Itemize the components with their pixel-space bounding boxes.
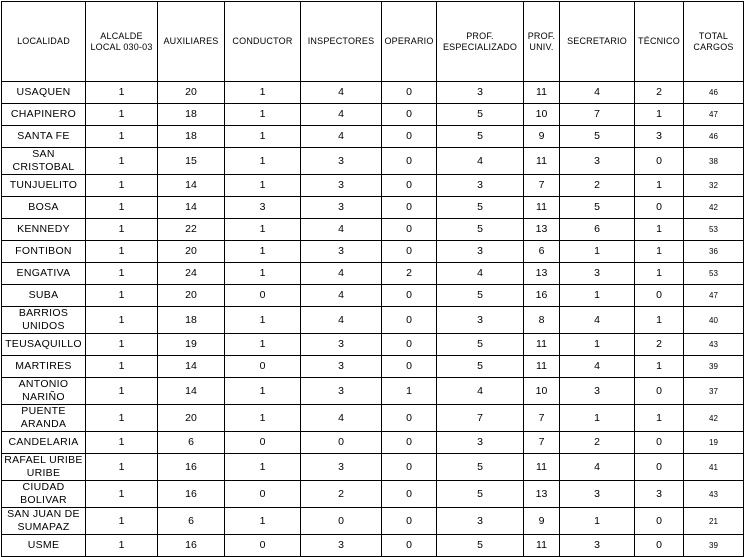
cell-prof-univ: 13 <box>524 481 560 508</box>
cell-operario: 0 <box>382 508 437 535</box>
cell-prof-especializado: 5 <box>437 454 524 481</box>
cell-operario: 0 <box>382 432 437 454</box>
cell-alcalde: 1 <box>86 454 158 481</box>
cell-prof-especializado: 4 <box>437 378 524 405</box>
cell-auxiliares: 20 <box>158 82 225 104</box>
cell-operario: 2 <box>382 263 437 285</box>
cell-auxiliares: 6 <box>158 508 225 535</box>
cell-alcalde: 1 <box>86 197 158 219</box>
cell-auxiliares: 18 <box>158 104 225 126</box>
cell-prof-univ: 13 <box>524 219 560 241</box>
cell-prof-univ: 10 <box>524 104 560 126</box>
cell-alcalde: 1 <box>86 285 158 307</box>
cell-prof-univ: 13 <box>524 263 560 285</box>
cell-prof-especializado: 5 <box>437 481 524 508</box>
cell-conductor: 0 <box>225 356 301 378</box>
cell-prof-especializado: 5 <box>437 535 524 557</box>
table-body <box>2 82 744 557</box>
cell-prof-univ: 10 <box>524 378 560 405</box>
cell-localidad: USME <box>2 535 86 557</box>
cell-conductor: 0 <box>225 481 301 508</box>
cell-alcalde: 1 <box>86 219 158 241</box>
cell-localidad: SAN JUAN DE SUMAPAZ <box>2 508 86 535</box>
table-row <box>2 104 744 126</box>
cell-conductor: 1 <box>225 405 301 432</box>
table-row <box>2 307 744 334</box>
cell-alcalde: 1 <box>86 378 158 405</box>
cell-localidad: ENGATIVA <box>2 263 86 285</box>
cell-conductor: 0 <box>225 285 301 307</box>
cell-auxiliares: 16 <box>158 454 225 481</box>
cell-prof-univ: 11 <box>524 454 560 481</box>
cell-tecnico: 0 <box>635 148 684 175</box>
cell-inspectores: 4 <box>301 307 382 334</box>
cell-alcalde: 1 <box>86 432 158 454</box>
header-tecnico: TÉCNICO <box>635 2 684 82</box>
cell-operario: 0 <box>382 175 437 197</box>
cell-prof-especializado: 3 <box>437 432 524 454</box>
cell-prof-especializado: 5 <box>437 219 524 241</box>
cell-secretario: 1 <box>560 334 635 356</box>
cell-localidad: BARRIOS UNIDOS <box>2 307 86 334</box>
cell-auxiliares: 20 <box>158 241 225 263</box>
cell-alcalde: 1 <box>86 334 158 356</box>
cell-conductor: 1 <box>225 219 301 241</box>
cell-inspectores: 3 <box>301 241 382 263</box>
cell-tecnico: 3 <box>635 126 684 148</box>
cell-alcalde: 1 <box>86 148 158 175</box>
cell-inspectores: 0 <box>301 508 382 535</box>
cell-secretario: 3 <box>560 535 635 557</box>
cell-total-cargos: 47 <box>684 104 744 126</box>
cell-operario: 0 <box>382 334 437 356</box>
table-row <box>2 219 744 241</box>
cell-conductor: 1 <box>225 378 301 405</box>
cell-prof-univ: 7 <box>524 405 560 432</box>
cell-prof-especializado: 3 <box>437 307 524 334</box>
cell-secretario: 6 <box>560 219 635 241</box>
cell-localidad: SANTA FE <box>2 126 86 148</box>
cell-conductor: 1 <box>225 307 301 334</box>
cell-prof-univ: 11 <box>524 197 560 219</box>
staff-table <box>1 1 744 557</box>
cell-prof-univ: 11 <box>524 356 560 378</box>
cell-total-cargos: 39 <box>684 356 744 378</box>
cell-prof-especializado: 3 <box>437 508 524 535</box>
cell-localidad: FONTIBON <box>2 241 86 263</box>
cell-inspectores: 4 <box>301 285 382 307</box>
cell-tecnico: 0 <box>635 454 684 481</box>
cell-secretario: 2 <box>560 175 635 197</box>
cell-conductor: 1 <box>225 263 301 285</box>
table-row <box>2 334 744 356</box>
cell-prof-univ: 11 <box>524 334 560 356</box>
cell-prof-especializado: 5 <box>437 334 524 356</box>
cell-auxiliares: 15 <box>158 148 225 175</box>
cell-auxiliares: 14 <box>158 356 225 378</box>
cell-operario: 0 <box>382 104 437 126</box>
cell-localidad: KENNEDY <box>2 219 86 241</box>
cell-conductor: 1 <box>225 334 301 356</box>
cell-prof-especializado: 5 <box>437 126 524 148</box>
table-row <box>2 454 744 481</box>
cell-localidad: RAFAEL URIBE URIBE <box>2 454 86 481</box>
cell-total-cargos: 21 <box>684 508 744 535</box>
cell-operario: 0 <box>382 126 437 148</box>
cell-alcalde: 1 <box>86 356 158 378</box>
cell-auxiliares: 16 <box>158 535 225 557</box>
cell-total-cargos: 46 <box>684 82 744 104</box>
cell-total-cargos: 46 <box>684 126 744 148</box>
cell-prof-univ: 7 <box>524 175 560 197</box>
cell-prof-especializado: 4 <box>437 263 524 285</box>
header-inspectores: INSPECTORES <box>301 2 382 82</box>
cell-auxiliares: 24 <box>158 263 225 285</box>
cell-inspectores: 3 <box>301 334 382 356</box>
cell-tecnico: 1 <box>635 307 684 334</box>
cell-alcalde: 1 <box>86 508 158 535</box>
cell-operario: 0 <box>382 148 437 175</box>
cell-alcalde: 1 <box>86 104 158 126</box>
table-row <box>2 356 744 378</box>
cell-inspectores: 2 <box>301 481 382 508</box>
cell-auxiliares: 20 <box>158 285 225 307</box>
table-row <box>2 126 744 148</box>
cell-alcalde: 1 <box>86 175 158 197</box>
cell-tecnico: 1 <box>635 104 684 126</box>
cell-prof-univ: 9 <box>524 126 560 148</box>
cell-prof-univ: 9 <box>524 508 560 535</box>
cell-operario: 0 <box>382 219 437 241</box>
cell-tecnico: 1 <box>635 175 684 197</box>
cell-tecnico: 1 <box>635 263 684 285</box>
cell-prof-univ: 11 <box>524 148 560 175</box>
cell-secretario: 3 <box>560 378 635 405</box>
table-row <box>2 378 744 405</box>
cell-prof-univ: 7 <box>524 432 560 454</box>
cell-alcalde: 1 <box>86 82 158 104</box>
cell-localidad: TEUSAQUILLO <box>2 334 86 356</box>
table-row <box>2 241 744 263</box>
cell-prof-univ: 6 <box>524 241 560 263</box>
cell-inspectores: 3 <box>301 356 382 378</box>
cell-secretario: 1 <box>560 508 635 535</box>
cell-total-cargos: 42 <box>684 197 744 219</box>
cell-inspectores: 3 <box>301 197 382 219</box>
cell-alcalde: 1 <box>86 481 158 508</box>
header-total-cargos: TOTAL CARGOS <box>684 2 744 82</box>
cell-operario: 0 <box>382 481 437 508</box>
cell-operario: 0 <box>382 285 437 307</box>
cell-total-cargos: 38 <box>684 148 744 175</box>
cell-prof-especializado: 5 <box>437 104 524 126</box>
cell-secretario: 1 <box>560 285 635 307</box>
cell-auxiliares: 6 <box>158 432 225 454</box>
cell-secretario: 4 <box>560 307 635 334</box>
cell-prof-univ: 11 <box>524 535 560 557</box>
cell-total-cargos: 40 <box>684 307 744 334</box>
cell-conductor: 1 <box>225 454 301 481</box>
cell-inspectores: 4 <box>301 126 382 148</box>
cell-operario: 0 <box>382 356 437 378</box>
cell-localidad: SAN CRISTOBAL <box>2 148 86 175</box>
table-row <box>2 535 744 557</box>
cell-localidad: CHAPINERO <box>2 104 86 126</box>
cell-tecnico: 2 <box>635 334 684 356</box>
cell-auxiliares: 14 <box>158 378 225 405</box>
cell-secretario: 4 <box>560 356 635 378</box>
cell-inspectores: 3 <box>301 454 382 481</box>
cell-prof-especializado: 3 <box>437 241 524 263</box>
cell-total-cargos: 43 <box>684 481 744 508</box>
header-prof-univ: PROF. UNIV. <box>524 2 560 82</box>
table-row <box>2 405 744 432</box>
cell-operario: 0 <box>382 307 437 334</box>
cell-secretario: 5 <box>560 126 635 148</box>
cell-alcalde: 1 <box>86 126 158 148</box>
cell-secretario: 3 <box>560 263 635 285</box>
cell-tecnico: 0 <box>635 432 684 454</box>
cell-tecnico: 2 <box>635 82 684 104</box>
cell-total-cargos: 41 <box>684 454 744 481</box>
cell-auxiliares: 18 <box>158 126 225 148</box>
cell-inspectores: 3 <box>301 378 382 405</box>
cell-conductor: 1 <box>225 148 301 175</box>
table-row <box>2 263 744 285</box>
cell-secretario: 4 <box>560 454 635 481</box>
table-row <box>2 82 744 104</box>
cell-inspectores: 0 <box>301 432 382 454</box>
cell-auxiliares: 19 <box>158 334 225 356</box>
cell-prof-especializado: 7 <box>437 405 524 432</box>
cell-localidad: MARTIRES <box>2 356 86 378</box>
cell-prof-especializado: 5 <box>437 197 524 219</box>
cell-alcalde: 1 <box>86 241 158 263</box>
cell-tecnico: 3 <box>635 481 684 508</box>
cell-total-cargos: 36 <box>684 241 744 263</box>
cell-localidad: PUENTE ARANDA <box>2 405 86 432</box>
cell-operario: 0 <box>382 197 437 219</box>
cell-auxiliares: 18 <box>158 307 225 334</box>
cell-prof-univ: 11 <box>524 82 560 104</box>
cell-tecnico: 0 <box>635 378 684 405</box>
cell-auxiliares: 14 <box>158 175 225 197</box>
header-secretario: SECRETARIO <box>560 2 635 82</box>
header-prof-especializado: PROF. ESPECIALIZADO <box>437 2 524 82</box>
header-localidad: LOCALIDAD <box>2 2 86 82</box>
cell-conductor: 1 <box>225 126 301 148</box>
cell-total-cargos: 43 <box>684 334 744 356</box>
cell-secretario: 4 <box>560 82 635 104</box>
cell-conductor: 1 <box>225 508 301 535</box>
cell-secretario: 2 <box>560 432 635 454</box>
header-row <box>2 2 744 82</box>
table-row <box>2 285 744 307</box>
cell-secretario: 3 <box>560 148 635 175</box>
cell-auxiliares: 22 <box>158 219 225 241</box>
cell-tecnico: 1 <box>635 356 684 378</box>
cell-prof-especializado: 4 <box>437 148 524 175</box>
cell-secretario: 7 <box>560 104 635 126</box>
cell-localidad: SUBA <box>2 285 86 307</box>
cell-alcalde: 1 <box>86 535 158 557</box>
cell-prof-especializado: 3 <box>437 175 524 197</box>
cell-alcalde: 1 <box>86 263 158 285</box>
cell-operario: 1 <box>382 378 437 405</box>
cell-prof-especializado: 5 <box>437 285 524 307</box>
cell-inspectores: 3 <box>301 175 382 197</box>
cell-localidad: USAQUEN <box>2 82 86 104</box>
table-row <box>2 175 744 197</box>
cell-conductor: 1 <box>225 104 301 126</box>
cell-localidad: BOSA <box>2 197 86 219</box>
cell-secretario: 1 <box>560 241 635 263</box>
table-row <box>2 432 744 454</box>
cell-conductor: 1 <box>225 82 301 104</box>
cell-prof-univ: 16 <box>524 285 560 307</box>
cell-localidad: CIUDAD BOLIVAR <box>2 481 86 508</box>
cell-conductor: 0 <box>225 535 301 557</box>
cell-tecnico: 0 <box>635 285 684 307</box>
cell-secretario: 1 <box>560 405 635 432</box>
cell-tecnico: 0 <box>635 197 684 219</box>
cell-tecnico: 1 <box>635 241 684 263</box>
cell-total-cargos: 32 <box>684 175 744 197</box>
header-operario: OPERARIO <box>382 2 437 82</box>
cell-prof-especializado: 3 <box>437 82 524 104</box>
cell-inspectores: 3 <box>301 148 382 175</box>
cell-total-cargos: 42 <box>684 405 744 432</box>
cell-localidad: CANDELARIA <box>2 432 86 454</box>
cell-total-cargos: 39 <box>684 535 744 557</box>
cell-total-cargos: 37 <box>684 378 744 405</box>
table-row <box>2 148 744 175</box>
table-row <box>2 481 744 508</box>
cell-localidad: TUNJUELITO <box>2 175 86 197</box>
cell-operario: 0 <box>382 82 437 104</box>
cell-conductor: 3 <box>225 197 301 219</box>
cell-prof-univ: 8 <box>524 307 560 334</box>
cell-conductor: 1 <box>225 241 301 263</box>
cell-auxiliares: 20 <box>158 405 225 432</box>
cell-tecnico: 0 <box>635 535 684 557</box>
header-alcalde: ALCALDE LOCAL 030-03 <box>86 2 158 82</box>
cell-total-cargos: 19 <box>684 432 744 454</box>
cell-auxiliares: 14 <box>158 197 225 219</box>
header-conductor: CONDUCTOR <box>225 2 301 82</box>
cell-inspectores: 4 <box>301 82 382 104</box>
cell-inspectores: 4 <box>301 219 382 241</box>
cell-operario: 0 <box>382 535 437 557</box>
cell-alcalde: 1 <box>86 405 158 432</box>
cell-alcalde: 1 <box>86 307 158 334</box>
cell-total-cargos: 53 <box>684 219 744 241</box>
cell-tecnico: 1 <box>635 219 684 241</box>
cell-operario: 0 <box>382 241 437 263</box>
cell-total-cargos: 53 <box>684 263 744 285</box>
cell-inspectores: 4 <box>301 405 382 432</box>
cell-operario: 0 <box>382 454 437 481</box>
cell-localidad: ANTONIO NARIÑO <box>2 378 86 405</box>
cell-conductor: 0 <box>225 432 301 454</box>
header-auxiliares: AUXILIARES <box>158 2 225 82</box>
cell-secretario: 3 <box>560 481 635 508</box>
cell-inspectores: 3 <box>301 535 382 557</box>
cell-total-cargos: 47 <box>684 285 744 307</box>
cell-secretario: 5 <box>560 197 635 219</box>
cell-tecnico: 1 <box>635 405 684 432</box>
cell-inspectores: 4 <box>301 263 382 285</box>
cell-inspectores: 4 <box>301 104 382 126</box>
table-row <box>2 508 744 535</box>
cell-auxiliares: 16 <box>158 481 225 508</box>
cell-operario: 0 <box>382 405 437 432</box>
table-row <box>2 197 744 219</box>
cell-tecnico: 0 <box>635 508 684 535</box>
cell-prof-especializado: 5 <box>437 356 524 378</box>
cell-conductor: 1 <box>225 175 301 197</box>
